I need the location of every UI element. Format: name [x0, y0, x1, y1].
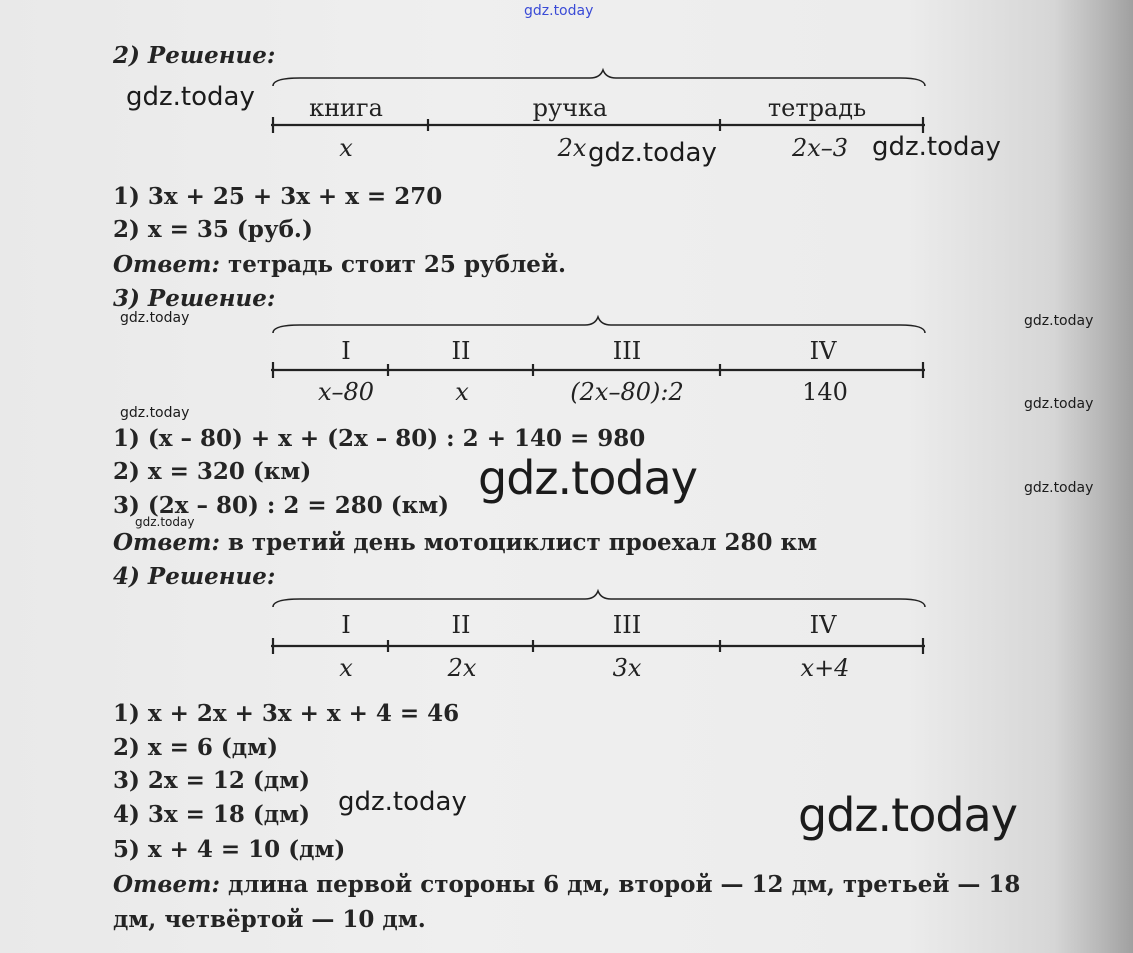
problem-4-answer [113, 871, 1020, 899]
diagram-3-bottom-label: (2x–80):2 [570, 378, 684, 406]
watermark: gdz.today [1024, 396, 1094, 412]
diagram-3-top-label: III [612, 337, 642, 365]
diagram-4-bottom-label: 2x [447, 654, 477, 682]
problem-2-heading [113, 42, 275, 70]
problem-4-step: 1) x + 2x + 3x + x + 4 = 46 [113, 700, 460, 727]
diagram-2-bottom-label: x [339, 134, 353, 162]
diagram-4-bottom-label: 3x [612, 654, 642, 682]
problem-4-heading [113, 563, 275, 591]
problem-4-step: 3) 2x = 12 (дм) [113, 767, 310, 794]
answer-text: в третий день мотоциклист проехал 280 км [219, 529, 818, 556]
answer-text: тетрадь стоит 25 рублей. [219, 251, 567, 278]
watermark: gdz.today [126, 82, 255, 112]
watermark: gdz.today [478, 451, 697, 505]
watermark: gdz.today [798, 788, 1017, 842]
diagram-3-top-label: I [341, 337, 351, 365]
diagram-3-brace [273, 317, 925, 333]
watermark: gdz.today [588, 138, 717, 168]
diagram-2-bottom-label: 2x [557, 134, 587, 162]
diagram-4-brace [273, 591, 925, 607]
problem-2-step: 1) 3x + 25 + 3x + x = 270 [113, 183, 443, 210]
answer-label: Ответ: [113, 251, 220, 278]
diagram-4-top-label: IV [809, 611, 837, 639]
watermark: gdz.today [1024, 480, 1094, 496]
problem-4-heading-text: 4) Решение: [113, 563, 276, 590]
diagram-4-top-label: I [341, 611, 351, 639]
problem-4-step: 4) 3x = 18 (дм) [113, 801, 310, 828]
diagram-4-bottom-label: x [339, 654, 353, 682]
diagram-2-bottom-label: 2x–3 [791, 134, 849, 162]
watermark: gdz.today [872, 132, 1001, 162]
diagram-4-top-label: II [451, 611, 471, 639]
problem-3-heading [113, 285, 275, 313]
diagram-3-bottom-label: x [455, 378, 469, 406]
diagram-3-top-label: II [451, 337, 471, 365]
diagram-3-top-label: IV [809, 337, 837, 365]
problem-2-answer [113, 251, 566, 279]
problem-3-step: 3) (2x – 80) : 2 = 280 (км) [113, 492, 450, 519]
watermark: gdz.today [120, 405, 190, 421]
watermark: gdz.today [120, 310, 190, 326]
diagram-4-top-label: III [612, 611, 642, 639]
problem-4-answer-continued: дм, четвёртой — 10 дм. [113, 906, 426, 933]
watermark: gdz.today [338, 787, 467, 817]
diagram-2-top-label: ручка [532, 94, 608, 122]
problem-2-step: 2) x = 35 (руб.) [113, 216, 313, 243]
answer-text: длина первой стороны 6 дм, второй — 12 дм, третьей — 18 [219, 871, 1021, 898]
watermark: gdz.today [135, 515, 195, 529]
diagram-3-bottom-label: x–80 [317, 378, 375, 406]
diagram-2-top-label: тетрадь [767, 94, 867, 122]
diagram-2-brace [273, 70, 925, 86]
watermark: gdz.today [524, 3, 594, 19]
problem-3-answer [113, 529, 817, 557]
diagram-2-top-label: книга [309, 94, 383, 122]
answer-label: Ответ: [113, 871, 220, 898]
answer-label: Ответ: [113, 529, 220, 556]
problem-3-heading-text: 3) Решение: [113, 285, 276, 312]
problem-4-step: 2) x = 6 (дм) [113, 734, 278, 761]
diagram-3-bottom-label: 140 [802, 378, 848, 406]
watermark: gdz.today [1024, 313, 1094, 329]
problem-2-heading-text: 2) Решение: [113, 42, 276, 69]
problem-3-step: 2) x = 320 (км) [113, 458, 312, 485]
problem-4-step: 5) x + 4 = 10 (дм) [113, 836, 346, 863]
problem-3-step: 1) (x – 80) + x + (2x – 80) : 2 + 140 = 980 [113, 425, 646, 452]
diagram-4-bottom-label: x+4 [800, 654, 850, 682]
